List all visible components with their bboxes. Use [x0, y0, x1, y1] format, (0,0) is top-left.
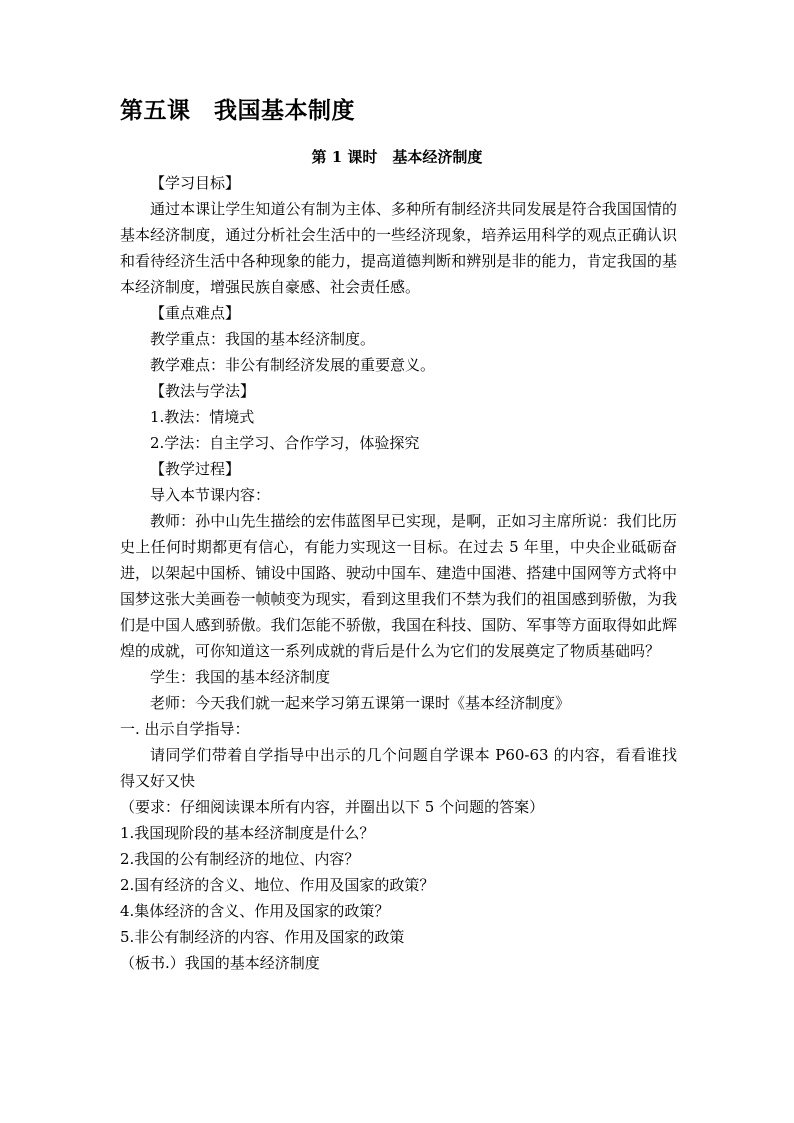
- requirement-line: （要求：仔细阅读课本所有内容，并圈出以下 5 个问题的答案）: [120, 798, 545, 816]
- paragraph-self-study: 请同学们带着自学指导中出示的几个问题自学课本 P60-63 的内容，看看谁找得又好又快: [120, 746, 677, 790]
- document-body: [120, 170, 677, 976]
- paragraph-objectives: 通过本课让学生知道公有制为主体、多种所有制经济共同发展是符合我国国情的基本经济制度，通过分析社会生活中的一些经济现象，培养运用科学的观点正确认识和看待经济生活中各种现象的能力，提高道德判断和辨别是非的能力，肯定我国的基本经济制度，增强民族自豪感、社会责任感。: [120, 200, 677, 296]
- paragraph-teacher: 教师：孙中山先生描绘的宏伟蓝图早已实现，是啊，正如习主席所说：我们比历史上任何时期都更有信心，有能力实现这一目标。在过去 5 年里，中央企业砥砺奋进，以架起中国桥、铺设中国路、驶动中国车、建造中国港、搭建中国网等方式将中国梦这张大美画卷一帧帧变为现实，看到这里我们不禁为我们的祖国感到骄傲，为我们是中国人感到骄傲。我们怎能不骄傲，我国在科技、国防、军事等方面取得如此辉煌的成就，可你知道这一系列成就的背后是什么为它们的发展奠定了物质基础吗？: [120, 512, 677, 660]
- keypoint-difficulty: 教学难点：非公有制经济发展的重要意义。: [150, 356, 436, 374]
- question-item: 5.非公有制经济的内容、作用及国家的政策: [120, 928, 405, 946]
- board-note: （板书.）我国的基本经济制度: [120, 954, 320, 972]
- intro-line: 导入本节课内容：: [150, 486, 271, 504]
- student-line: 学生：我国的基本经济制度: [150, 668, 331, 686]
- question-item: 4.集体经济的含义、作用及国家的政策？: [120, 902, 390, 920]
- section-self-study: 一. 出示自学指导：: [120, 720, 250, 738]
- method-learning: 2.学法：自主学习、合作学习，体验探究: [150, 434, 420, 452]
- section-heading-objectives: 【学习目标】: [150, 174, 241, 192]
- question-item: 2.我国的公有制经济的地位、内容？: [120, 850, 360, 868]
- teacher-line: 老师：今天我们就一起来学习第五课第一课时《基本经济制度》: [150, 694, 571, 712]
- method-teaching: 1.教法：情境式: [150, 408, 255, 426]
- lesson-title: 第五课 我国基本制度: [120, 97, 355, 124]
- keypoint-focus: 教学重点：我国的基本经济制度。: [150, 330, 376, 348]
- section-heading-process: 【教学过程】: [150, 460, 241, 478]
- question-item: 2.国有经济的含义、地位、作用及国家的政策？: [120, 876, 435, 894]
- section-heading-keypoints: 【重点难点】: [150, 304, 241, 322]
- section-heading-methods: 【教法与学法】: [150, 382, 256, 400]
- lesson-subtitle: 第 1 课时 基本经济制度: [311, 148, 483, 166]
- question-item: 1.我国现阶段的基本经济制度是什么？: [120, 824, 375, 842]
